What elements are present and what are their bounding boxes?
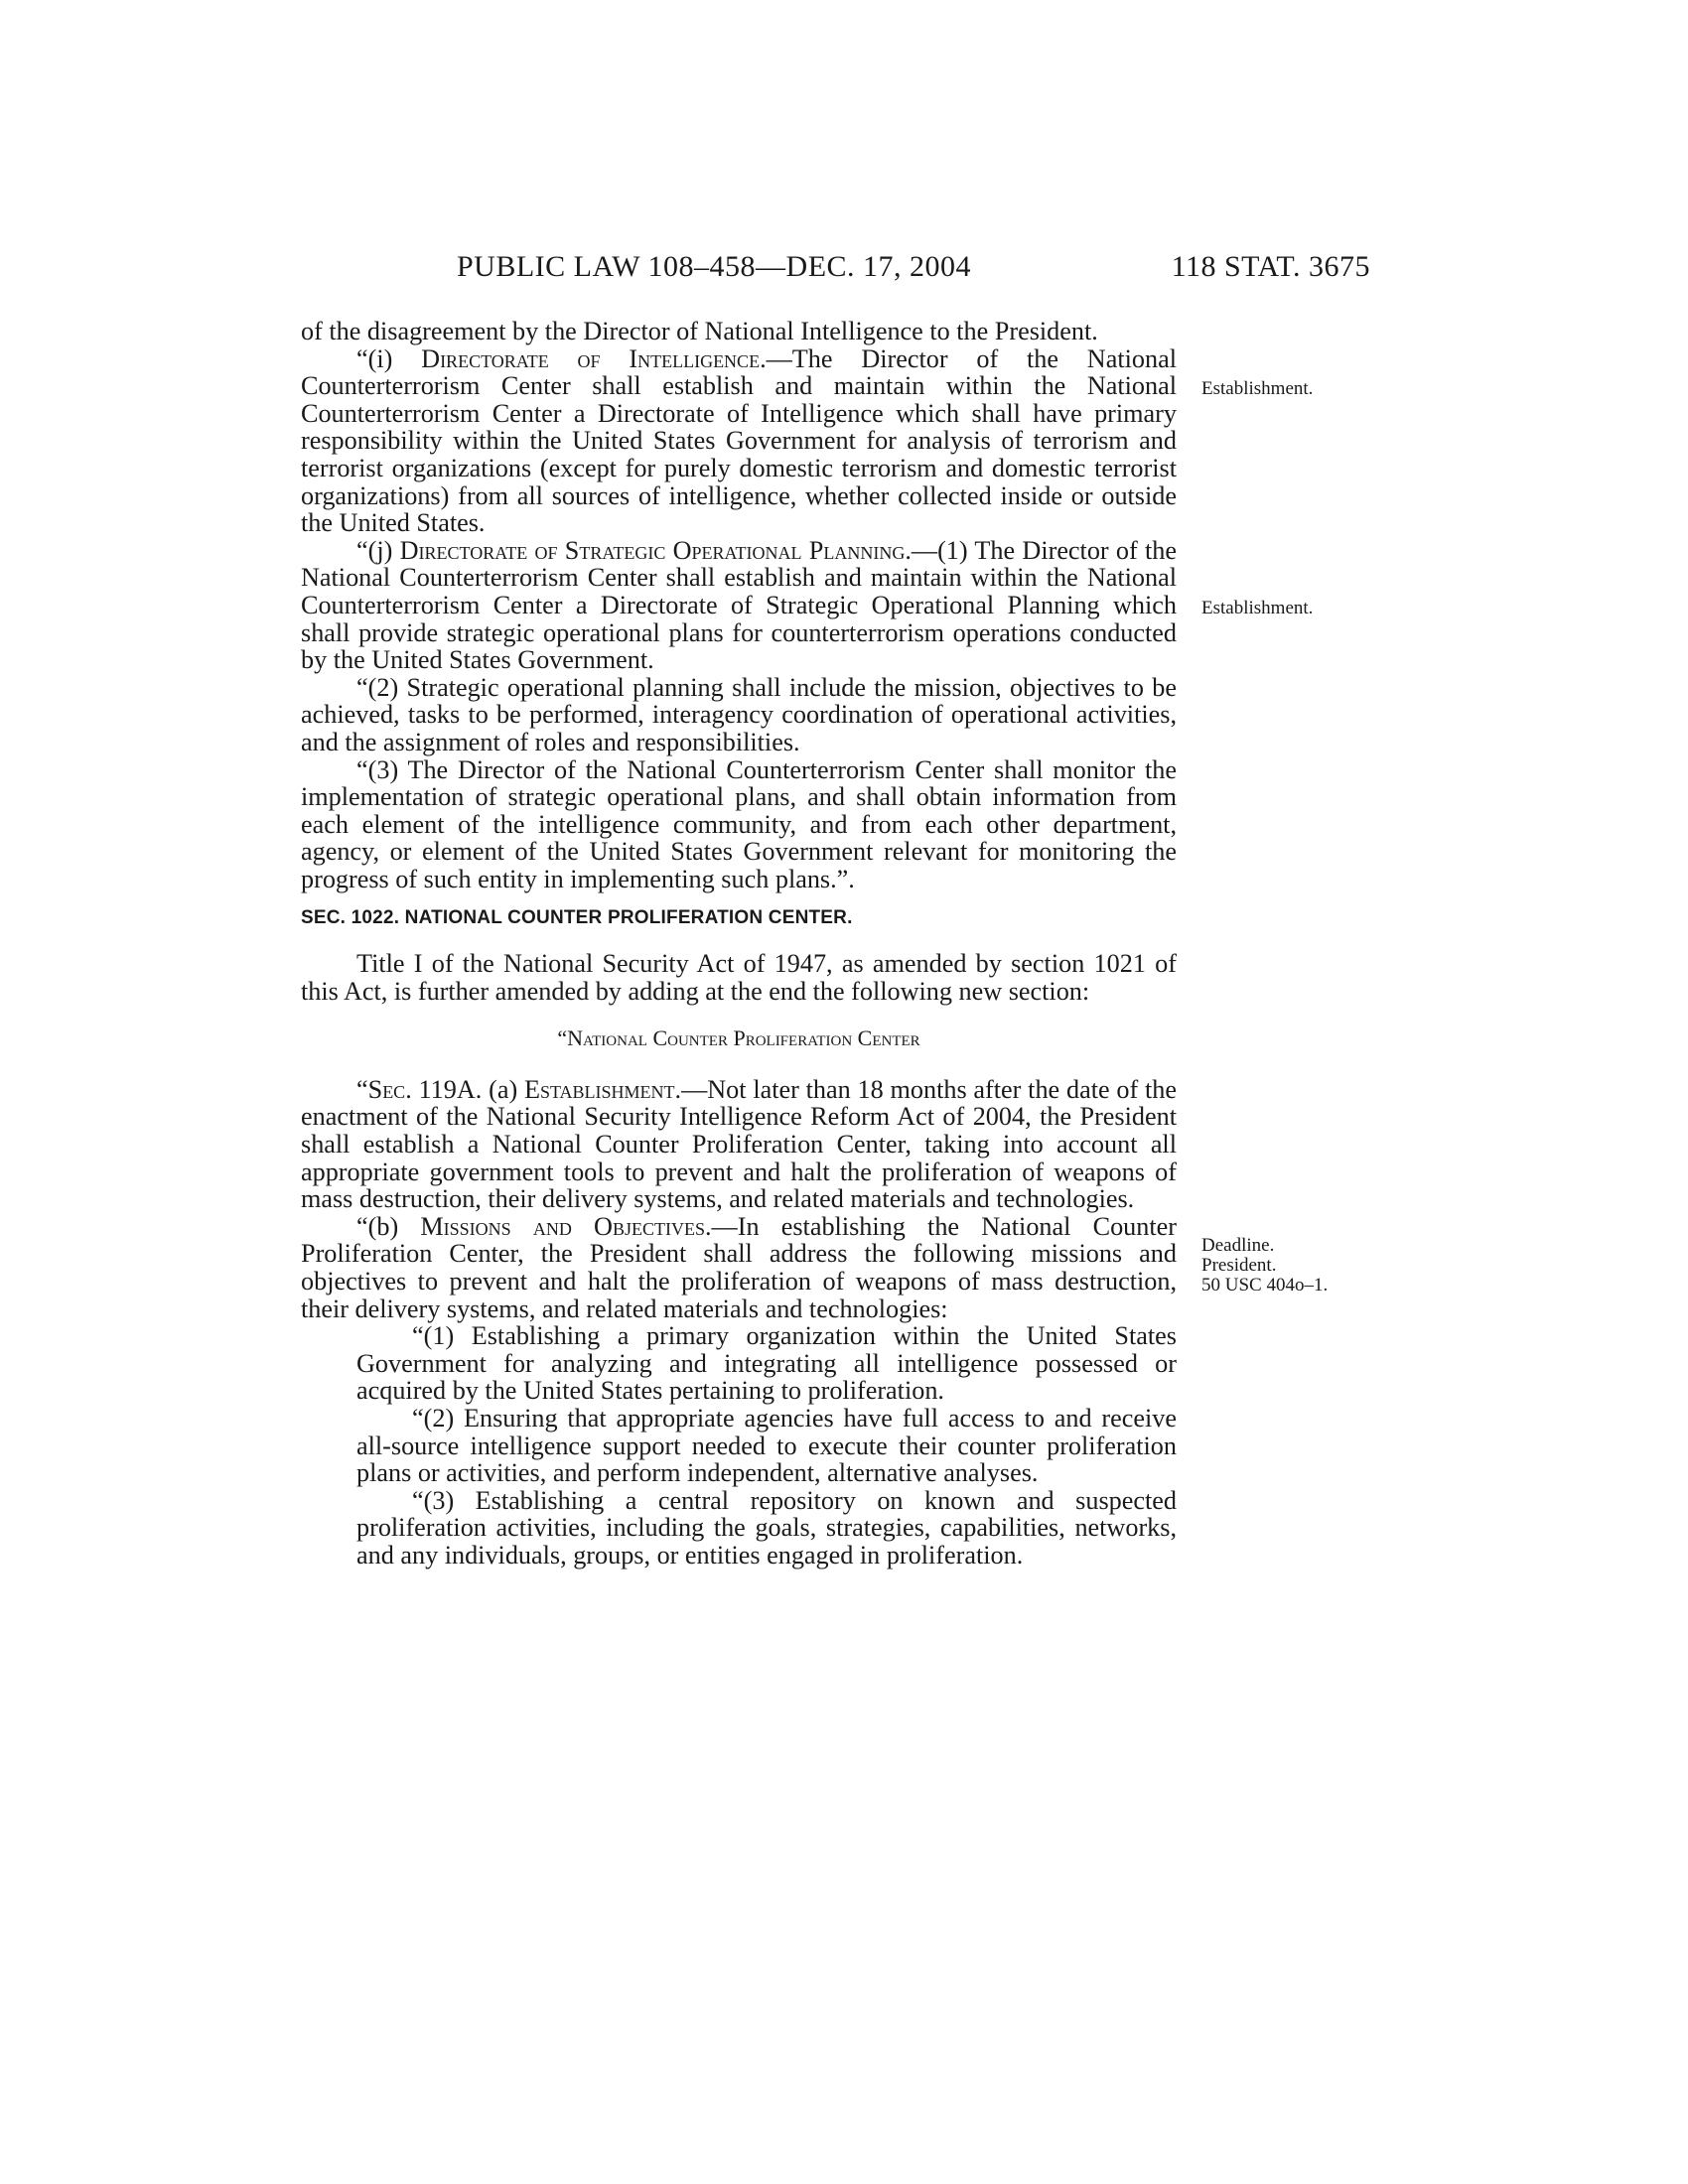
sec-119a-text: .—Not later than 18 months after the date of the enactment of the National Security Intelligence Reform Act of 2004, the President shall establish a National Counter Proliferation Center, taking into account all appropriate government tools to prevent and halt the proliferation of weapons of mass destruction, their delivery systems, and related materials and technologies. <box>301 1074 1177 1214</box>
public-law-title: PUBLIC LAW 108–458—DEC. 17, 2004 <box>457 250 972 283</box>
margin-note-president: President. <box>1201 1255 1277 1276</box>
margin-note-deadline: Deadline. <box>1201 1235 1275 1256</box>
subsection-j-lead: “(j) <box>356 535 400 565</box>
center-section-heading: “National Counter Proliferation Center <box>557 1025 920 1051</box>
paragraph-planning-3: “(3) The Director of the National Counterterrorism Center shall monitor the implementation of strategic operational plans, and shall obtain information from each element of the intelligence community, and from each other department, agency, or element of the United States Government relevant for monitoring the progress of such entity in implementing such plans.”. <box>301 754 1177 893</box>
subsection-i-heading: Directorate of Intelligence <box>421 343 761 373</box>
subsection-b-text: .—In establishing the National Counter Proliferation Center, the President shall address the following missions and objectives to prevent and halt the proliferation of weapons of mass destruction, their delivery systems, and related materials and technologies: <box>301 1211 1177 1323</box>
list-item-1: “(1) Establishing a primary organization within the United States Government for analyzing and integrating all intelligence possessed or acquired by the United States pertaining to proliferation. <box>356 1321 1177 1406</box>
list-item-2: “(2) Ensuring that appropriate agencies have full access to and receive all-source intelligence support needed to execute their counter proliferation plans or activities, and perform independent, alternative analyses. <box>356 1403 1177 1488</box>
section-1022-heading: SEC. 1022. NATIONAL COUNTER PROLIFERATION CENTER. <box>301 907 853 929</box>
subsection-b-lead: “(b) <box>356 1211 421 1241</box>
margin-note-establishment-2: Establishment. <box>1201 598 1314 618</box>
body-text <box>301 318 1177 1570</box>
subsection-j-text: .—(1) The Director of the National Counterterrorism Center shall establish and maintain within the National Counterterrorism Center a Directorate of Strategic Operational Planning which shall provide strategic operational plans for counterterrorism operations conducted by the United States Government. <box>301 535 1178 675</box>
paragraph-directorate-of-strategic-planning <box>301 537 1177 674</box>
sec-119a-heading: Establishment <box>523 1074 675 1104</box>
paragraph-sec-119a-establishment <box>301 1076 1177 1213</box>
sec-119a-quote: “ <box>356 1074 368 1104</box>
subsection-b-heading: Missions and Objectives <box>420 1211 705 1241</box>
page-header <box>457 250 1370 290</box>
paragraph-planning-2: “(2) Strategic operational planning shall include the mission, objectives to be achieved, tasks to be performed, interagency coordination of operational activities, and the assignment of roles and responsibilities. <box>301 672 1177 756</box>
paragraph-directorate-of-intelligence <box>301 345 1177 537</box>
list-item-3: “(3) Establishing a central repository on known and suspected proliferation activities, including the goals, strategies, capabilities, networks, and any individuals, groups, or entities engaged in proliferation. <box>356 1485 1177 1570</box>
margin-note-establishment-1: Establishment. <box>1201 378 1314 399</box>
margin-note-usc-citation: 50 USC 404o–1. <box>1201 1275 1329 1296</box>
sec-119a-number: . 119A. (a) <box>405 1074 524 1104</box>
sec-119a-sec-label: Sec <box>367 1074 406 1104</box>
subsection-j-heading: Directorate of Strategic Operational Planning <box>399 535 906 565</box>
subsection-i-text: .—The Director of the National Counterterrorism Center shall establish and maintain within the National Counterterrorism Center a Directorate of Intelligence which shall have primary responsibility within the United States Government for analysis of terrorism and terrorist organizations (except for purely domestic terrorism and domestic terrorist organizations) from all sources of intelligence, whether collected inside or outside the United States. <box>301 343 1177 538</box>
paragraph-title-i-amendment: Title I of the National Security Act of 1947, as amended by section 1021 of this Act, is further amended by adding at the end the following new section: <box>301 949 1177 1006</box>
subsection-i-lead: “(i) <box>356 343 422 373</box>
paragraph-disagreement: of the disagreement by the Director of National Intelligence to the President. <box>301 317 1098 345</box>
margin-note-deadline-block <box>1201 1236 1328 1296</box>
statute-page-number: 118 STAT. 3675 <box>1171 250 1370 283</box>
paragraph-missions-objectives <box>301 1213 1177 1322</box>
